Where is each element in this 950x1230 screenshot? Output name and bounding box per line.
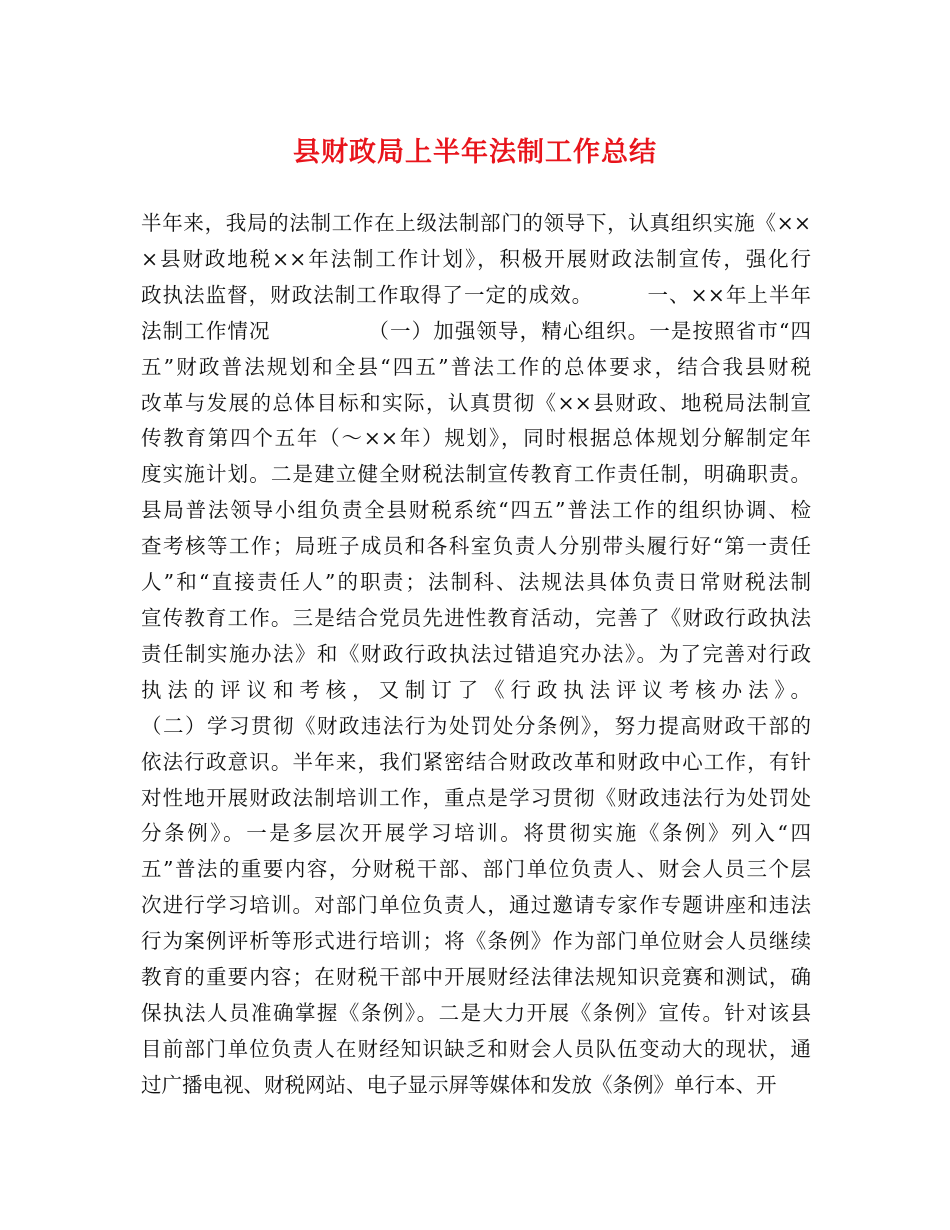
body-line: 传教育第四个五年（～××年）规划》，同时根据总体规划分解制定年 [141,426,811,451]
body-line: 县局普法领导小组负责全县财税系统“四五”普法工作的组织协调、检 [141,498,811,523]
body-line: 目前部门单位负责人在财经知识缺乏和财会人员队伍变动大的现状，通 [141,1036,811,1061]
body-line: 政执法监督，财政法制工作取得了一定的成效。 一、××年上半年 [141,282,811,307]
body-line: 半年来，我局的法制工作在上级法制部门的领导下，认真组织实施《×× [141,211,811,235]
body-line: 分条例》。一是多层次开展学习培训。将贯彻实施《条例》列入“四 [141,821,811,846]
body-line: 过广播电视、财税网站、电子显示屏等媒体和发放《条例》单行本、开 [141,1072,777,1097]
body-line: 查考核等工作；局班子成员和各科室负责人分别带头履行好“第一责任 [141,534,811,559]
body-line: 次进行学习培训。对部门单位负责人，通过邀请专家作专题讲座和违法 [141,893,811,918]
body-line: （二）学习贯彻《财政违法行为处罚处分条例》，努力提高财政干部的 [141,713,811,738]
body-line: 保执法人员准确掌握《条例》。二是大力开展《条例》宣传。针对该县 [141,1000,811,1025]
document-body [141,206,811,1104]
body-line: 人”和“直接责任人”的职责；法制科、法规法具体负责日常财税法制 [141,570,811,595]
body-line: 五”财政普法规划和全县“四五”普法工作的总体要求，结合我县财税 [141,354,811,379]
body-line: 五”普法的重要内容，分财税干部、部门单位负责人、财会人员三个层 [141,857,811,882]
body-line: 责任制实施办法》和《财政行政执法过错追究办法》。为了完善对行政 [141,641,811,666]
body-line: 依法行政意识。半年来，我们紧密结合财政改革和财政中心工作，有针 [141,749,811,774]
body-line: 执法的评议和考核，又制订了《行政执法评议考核办法》。 [141,677,811,702]
body-line: 改革与发展的总体目标和实际，认真贯彻《××县财政、地税局法制宣 [141,390,811,415]
body-line: ×县财政地税××年法制工作计划》，积极开展财政法制宣传，强化行 [141,246,811,271]
body-line: 宣传教育工作。三是结合党员先进性教育活动，完善了《财政行政执法 [141,605,811,630]
body-line: 对性地开展财政法制培训工作，重点是学习贯彻《财政违法行为处罚处 [141,785,811,810]
body-line: 行为案例评析等形式进行培训；将《条例》作为部门单位财会人员继续 [141,929,811,954]
body-line: 度实施计划。二是建立健全财税法制宣传教育工作责任制，明确职责。 [141,462,811,487]
document-title: 县财政局上半年法制工作总结 [293,137,657,168]
body-line: 法制工作情况 （一）加强领导，精心组织。一是按照省市“四 [141,318,811,343]
body-line: 教育的重要内容；在财税干部中开展财经法律法规知识竞赛和测试，确 [141,965,811,990]
